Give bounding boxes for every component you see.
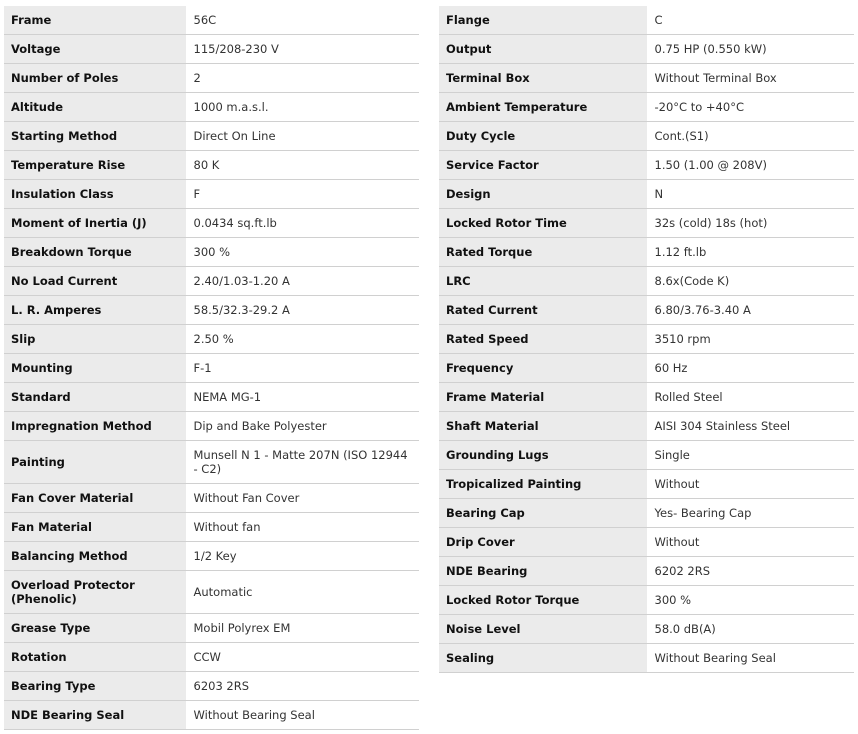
spec-label: Tropicalized Painting xyxy=(439,470,647,499)
spec-row xyxy=(4,6,419,35)
spec-row xyxy=(4,412,419,441)
spec-label: Balancing Method xyxy=(4,542,186,571)
spec-label: Moment of Inertia (J) xyxy=(4,209,186,238)
spec-value: 60 Hz xyxy=(647,354,854,383)
spec-label: L. R. Amperes xyxy=(4,296,186,325)
spec-value: Rolled Steel xyxy=(647,383,854,412)
spec-row xyxy=(439,325,854,354)
spec-value: Without fan xyxy=(186,513,419,542)
spec-label: Locked Rotor Torque xyxy=(439,586,647,615)
spec-row xyxy=(4,64,419,93)
spec-label: Insulation Class xyxy=(4,180,186,209)
spec-value: Dip and Bake Polyester xyxy=(186,412,419,441)
spec-value: Mobil Polyrex EM xyxy=(186,614,419,643)
spec-label: Locked Rotor Time xyxy=(439,209,647,238)
spec-value: F xyxy=(186,180,419,209)
spec-label: Fan Cover Material xyxy=(4,484,186,513)
spec-value: -20°C to +40°C xyxy=(647,93,854,122)
spec-label: Standard xyxy=(4,383,186,412)
spec-row xyxy=(439,354,854,383)
spec-value: 3510 rpm xyxy=(647,325,854,354)
spec-row xyxy=(4,542,419,571)
spec-label: Terminal Box xyxy=(439,64,647,93)
spec-value: Munsell N 1 - Matte 207N (ISO 12944 - C2) xyxy=(186,441,419,484)
spec-label: Drip Cover xyxy=(439,528,647,557)
spec-value: 6203 2RS xyxy=(186,672,419,701)
spec-row xyxy=(439,64,854,93)
spec-row xyxy=(4,513,419,542)
spec-row xyxy=(439,296,854,325)
spec-value: 2.40/1.03-1.20 A xyxy=(186,267,419,296)
spec-row xyxy=(4,701,419,730)
spec-row xyxy=(4,122,419,151)
spec-value: 2 xyxy=(186,64,419,93)
spec-row xyxy=(439,586,854,615)
spec-label: Slip xyxy=(4,325,186,354)
spec-label: Rated Torque xyxy=(439,238,647,267)
spec-row xyxy=(439,6,854,35)
spec-value: Without xyxy=(647,528,854,557)
spec-row xyxy=(439,151,854,180)
specs-table-left xyxy=(4,6,419,730)
spec-row xyxy=(4,296,419,325)
spec-row xyxy=(439,238,854,267)
spec-row xyxy=(439,499,854,528)
spec-row xyxy=(439,470,854,499)
spec-value: 56C xyxy=(186,6,419,35)
spec-label: Service Factor xyxy=(439,151,647,180)
spec-label: Frame Material xyxy=(439,383,647,412)
spec-value: 80 K xyxy=(186,151,419,180)
spec-label: Impregnation Method xyxy=(4,412,186,441)
spec-row xyxy=(439,383,854,412)
spec-label: Overload Protector (Phenolic) xyxy=(4,571,186,614)
spec-label: NDE Bearing xyxy=(439,557,647,586)
spec-value: 0.0434 sq.ft.lb xyxy=(186,209,419,238)
spec-row xyxy=(439,209,854,238)
spec-value: 1.50 (1.00 @ 208V) xyxy=(647,151,854,180)
spec-label: Temperature Rise xyxy=(4,151,186,180)
spec-label: NDE Bearing Seal xyxy=(4,701,186,730)
spec-row xyxy=(4,325,419,354)
spec-row xyxy=(4,383,419,412)
spec-row xyxy=(4,93,419,122)
spec-label: No Load Current xyxy=(4,267,186,296)
spec-label: Ambient Temperature xyxy=(439,93,647,122)
spec-value: Without Terminal Box xyxy=(647,64,854,93)
spec-label: Noise Level xyxy=(439,615,647,644)
spec-label: Output xyxy=(439,35,647,64)
spec-label: Bearing Cap xyxy=(439,499,647,528)
spec-value: 1000 m.a.s.l. xyxy=(186,93,419,122)
spec-value: 300 % xyxy=(647,586,854,615)
spec-row xyxy=(4,180,419,209)
spec-row xyxy=(439,180,854,209)
specs-table-right xyxy=(439,6,854,673)
spec-label: Design xyxy=(439,180,647,209)
spec-row xyxy=(439,35,854,64)
spec-row xyxy=(439,267,854,296)
spec-label: Flange xyxy=(439,6,647,35)
spec-value: N xyxy=(647,180,854,209)
spec-value: NEMA MG-1 xyxy=(186,383,419,412)
spec-label: Mounting xyxy=(4,354,186,383)
spec-label: Frame xyxy=(4,6,186,35)
spec-value: AISI 304 Stainless Steel xyxy=(647,412,854,441)
spec-value: 6202 2RS xyxy=(647,557,854,586)
spec-value: 8.6x(Code K) xyxy=(647,267,854,296)
spec-value: CCW xyxy=(186,643,419,672)
spec-row xyxy=(4,151,419,180)
spec-row xyxy=(439,615,854,644)
spec-value: Without Bearing Seal xyxy=(647,644,854,673)
spec-label: Rotation xyxy=(4,643,186,672)
spec-label: Starting Method xyxy=(4,122,186,151)
spec-row xyxy=(439,441,854,470)
spec-row xyxy=(439,93,854,122)
spec-value: Single xyxy=(647,441,854,470)
spec-label: Duty Cycle xyxy=(439,122,647,151)
spec-value: Automatic xyxy=(186,571,419,614)
spec-row xyxy=(439,557,854,586)
spec-label: Number of Poles xyxy=(4,64,186,93)
spec-value: 1/2 Key xyxy=(186,542,419,571)
spec-value: Cont.(S1) xyxy=(647,122,854,151)
spec-value: C xyxy=(647,6,854,35)
spec-label: Shaft Material xyxy=(439,412,647,441)
spec-value: 58.5/32.3-29.2 A xyxy=(186,296,419,325)
spec-label: Breakdown Torque xyxy=(4,238,186,267)
spec-row xyxy=(4,441,419,484)
spec-label: Bearing Type xyxy=(4,672,186,701)
spec-value: 2.50 % xyxy=(186,325,419,354)
spec-value: Without xyxy=(647,470,854,499)
spec-label: Grease Type xyxy=(4,614,186,643)
spec-row xyxy=(4,354,419,383)
spec-value: F-1 xyxy=(186,354,419,383)
spec-row xyxy=(439,412,854,441)
spec-value: 32s (cold) 18s (hot) xyxy=(647,209,854,238)
spec-value: 115/208-230 V xyxy=(186,35,419,64)
spec-row xyxy=(439,528,854,557)
spec-value: 58.0 dB(A) xyxy=(647,615,854,644)
spec-value: 0.75 HP (0.550 kW) xyxy=(647,35,854,64)
spec-row xyxy=(439,644,854,673)
spec-label: Rated Current xyxy=(439,296,647,325)
spec-value: Without Bearing Seal xyxy=(186,701,419,730)
spec-row xyxy=(4,484,419,513)
spec-value: 6.80/3.76-3.40 A xyxy=(647,296,854,325)
spec-row xyxy=(4,209,419,238)
spec-label: Painting xyxy=(4,441,186,484)
spec-value: Direct On Line xyxy=(186,122,419,151)
spec-row xyxy=(4,238,419,267)
spec-row xyxy=(4,35,419,64)
spec-row xyxy=(4,614,419,643)
spec-label: Fan Material xyxy=(4,513,186,542)
spec-label: Frequency xyxy=(439,354,647,383)
spec-value: 1.12 ft.lb xyxy=(647,238,854,267)
spec-label: Grounding Lugs xyxy=(439,441,647,470)
spec-row xyxy=(4,643,419,672)
spec-row xyxy=(4,571,419,614)
spec-row xyxy=(4,267,419,296)
spec-label: Sealing xyxy=(439,644,647,673)
spec-label: Altitude xyxy=(4,93,186,122)
spec-label: LRC xyxy=(439,267,647,296)
spec-label: Rated Speed xyxy=(439,325,647,354)
spec-row xyxy=(439,122,854,151)
spec-value: Without Fan Cover xyxy=(186,484,419,513)
spec-row xyxy=(4,672,419,701)
spec-value: Yes- Bearing Cap xyxy=(647,499,854,528)
spec-value: 300 % xyxy=(186,238,419,267)
spec-label: Voltage xyxy=(4,35,186,64)
